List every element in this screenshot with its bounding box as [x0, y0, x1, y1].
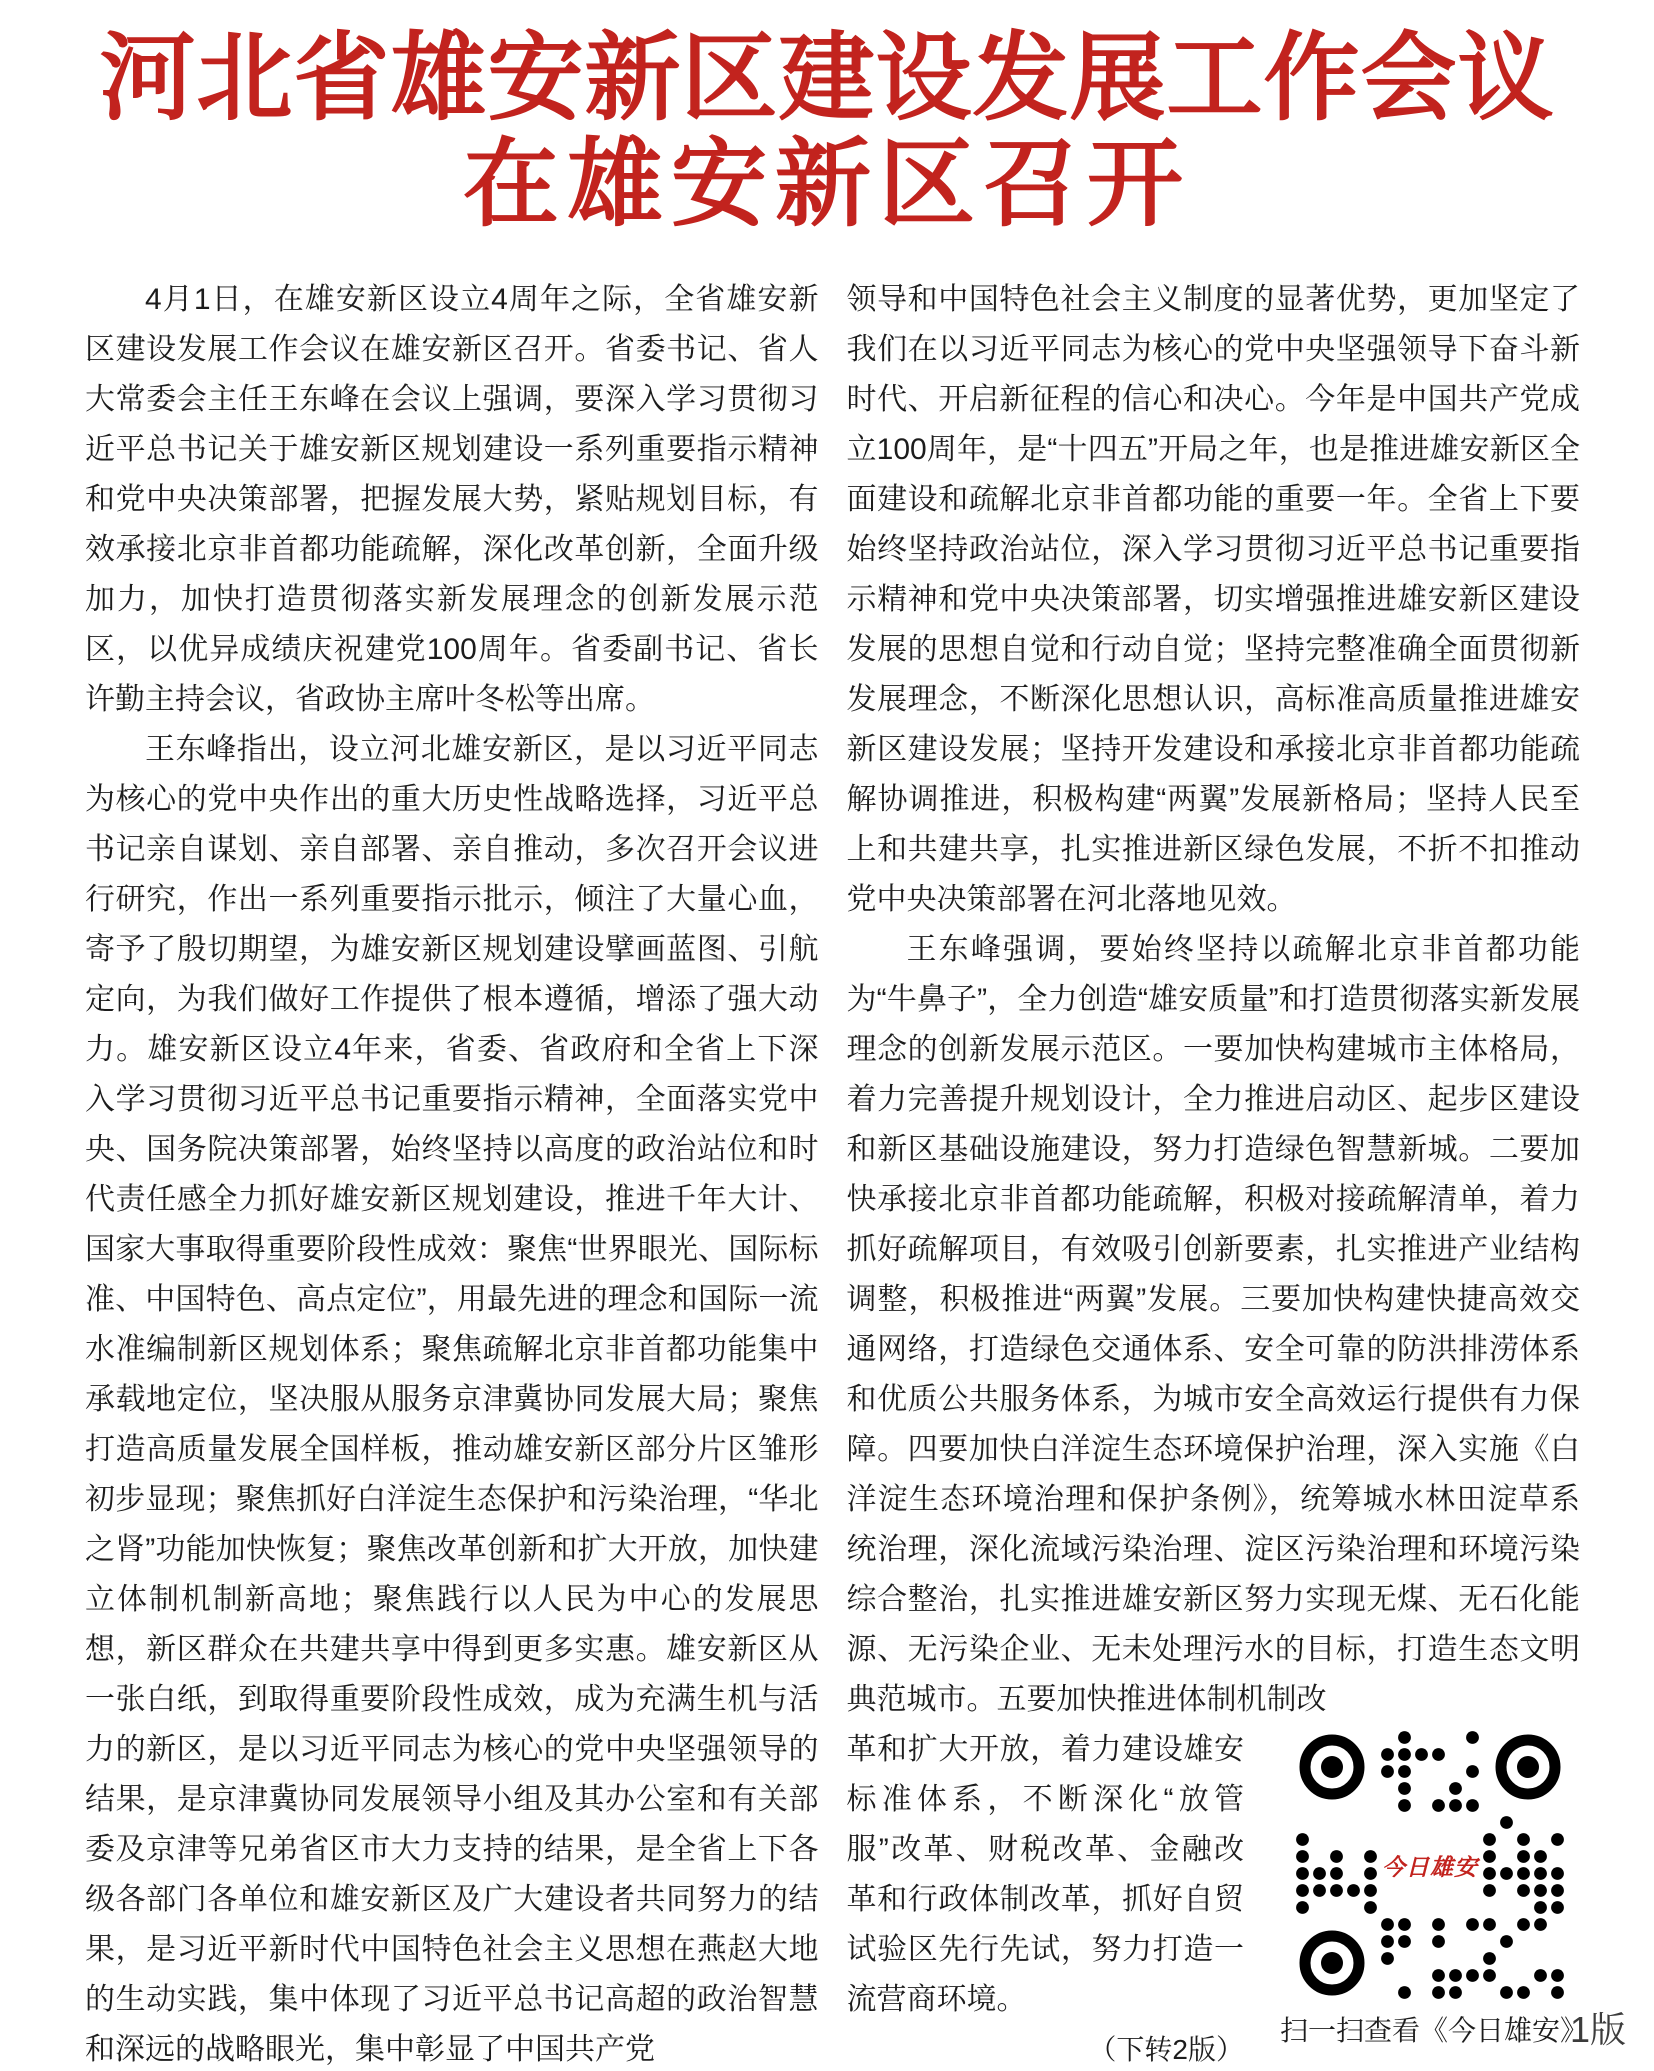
qr-marker-top-right [1501, 1740, 1555, 1794]
left-column [85, 275, 819, 2071]
page-number: 1版 [1569, 2009, 1626, 2050]
continuation-note: （下转2版） [1088, 2034, 1244, 2066]
headline-line1: 河北省雄安新区建设发展工作会议 [99, 25, 1555, 132]
article-body [0, 275, 1654, 2071]
qr-center-area [1382, 1817, 1478, 1913]
qr-marker-bottom-left [1305, 1936, 1359, 1990]
paragraph-3-part2: 革和扩大开放，着力建设雄安标准体系，不断深化“放管服”改革、财税改革、金融改革和行政体制改革，抓好自贸试验区先行先试，努力打造一流营商环境。 [846, 1733, 1244, 2017]
qr-code [1294, 1729, 1566, 2001]
paragraph-2-part2: 领导和中国特色社会主义制度的显著优势，更加坚定了我们在以习近平同志为核心的党中央坚强领导下奋斗新时代、开启新征程的信心和决心。今年是中国共产党成立100周年，是“十四五”开局之年，也是推进雄安新区全面建设和疏解北京非首都功能的重要一年。全省上下要始终坚持政治站位，深入学习贯彻习近平总书记重要指示精神和党中央决策部署，切实增强推进雄安新区建设发展的思想自觉和行动自觉；坚持完整准确全面贯彻新发展理念，不断深化思想认识，高标准高质量推进雄安新区建设发展；坚持开发建设和承接北京非首都功能疏解协调推进，积极构建“两翼”发展新格局；坚持人民至上和共建共享，扎实推进新区绿色发展，不折不扣推动党中央决策部署在河北落地见效。 [846, 283, 1580, 917]
qr-caption: 扫一扫查看《今日雄安》 [1280, 2015, 1589, 2047]
qr-center-label: 今日雄安 [1382, 1853, 1478, 1880]
right-column [846, 275, 1589, 2071]
paragraph-3-part1: 王东峰强调，要始终坚持以疏解北京非首都功能为“牛鼻子”，全力创造“雄安质量”和打造贯彻落实新发展理念的创新发展示范区。一要加快构建城市主体格局，着力完善提升规划设计，全力推进启动区、起步区建设和新区基础设施建设，努力打造绿色智慧新城。二要加快承接北京非首都功能疏解，积极对接疏解清单，着力抓好疏解项目，有效吸引创新要素，扎实推进产业结构调整，积极推进“两翼”发展。三要加快构建快捷高效交通网络，打造绿色交通体系、安全可靠的防洪排涝体系和优质公共服务体系，为城市安全高效运行提供有力保障。四要加快白洋淀生态环境保护治理，深入实施《白洋淀生态环境治理和保护条例》，统筹城水林田淀草系统治理，深化流域污染治理、淀区污染治理和环境污染综合整治，扎实推进雄安新区努力实现无煤、无石化能源、无污染企业、无未处理污水的目标，打造生态文明典范城市。五要加快推进体制机制改 [846, 933, 1580, 1717]
paragraph-2-part1: 王东峰指出，设立河北雄安新区，是以习近平同志为核心的党中央作出的重大历史性战略选择，习近平总书记亲自谋划、亲自部署、亲自推动，多次召开会议进行研究，作出一系列重要指示批示，倾注了大量心血，寄予了殷切期望，为雄安新区规划建设擘画蓝图、引航定向，为我们做好工作提供了根本遵循，增添了强大动力。雄安新区设立4年来，省委、省政府和全省上下深入学习贯彻习近平总书记重要指示精神，全面落实党中央、国务院决策部署，始终坚持以高度的政治站位和时代责任感全力抓好雄安新区规划建设，推进千年大计、国家大事取得重要阶段性成效：聚焦“世界眼光、国际标准、中国特色、高点定位”，用最先进的理念和国际一流水准编制新区规划体系；聚焦疏解北京非首都功能集中承载地定位，坚决服从服务京津冀协同发展大局；聚焦打造高质量发展全国样板，推动雄安新区部分片区雏形初步显现；聚焦抓好白洋淀生态保护和污染治理，“华北之肾”功能加快恢复；聚焦改革创新和扩大开放，加快建立体制机制新高地；聚焦践行以人民为中心的发展思想，新区群众在共建共享中得到更多实惠。雄安新区从一张白纸，到取得重要阶段性成效，成为充满生机与活力的新区，是以习近平同志为核心的党中央坚强领导的结果，是京津冀协同发展领导小组及其办公室和有关部委及京津等兄弟省区市大力支持的结果，是全省上下各级各部门各单位和雄安新区及广大建设者共同努力的结果，是习近平新时代中国特色社会主义思想在燕赵大地的生动实践，集中体现了习近平总书记高超的政治智慧和深远的战略眼光，集中彰显了中国共产党 [85, 733, 819, 2067]
headline-line2: 在雄安新区召开 [463, 130, 1191, 238]
qr-block [1280, 1729, 1589, 2049]
qr-marker-top-left [1305, 1740, 1359, 1794]
headline [60, 26, 1594, 237]
paragraph-1: 4月1日，在雄安新区设立4周年之际，全省雄安新区建设发展工作会议在雄安新区召开。省委书记、省人大常委会主任王东峰在会议上强调，要深入学习贯彻习近平总书记关于雄安新区规划建设一系列重要指示精神和党中央决策部署，把握发展大势，紧贴规划目标，有效承接北京非首都功能疏解，深化改革创新，全面升级加力，加快打造贯彻落实新发展理念的创新发展示范区，以优异成绩庆祝建党100周年。省委副书记、省长许勤主持会议，省政协主席叶冬松等出席。 [85, 283, 819, 717]
